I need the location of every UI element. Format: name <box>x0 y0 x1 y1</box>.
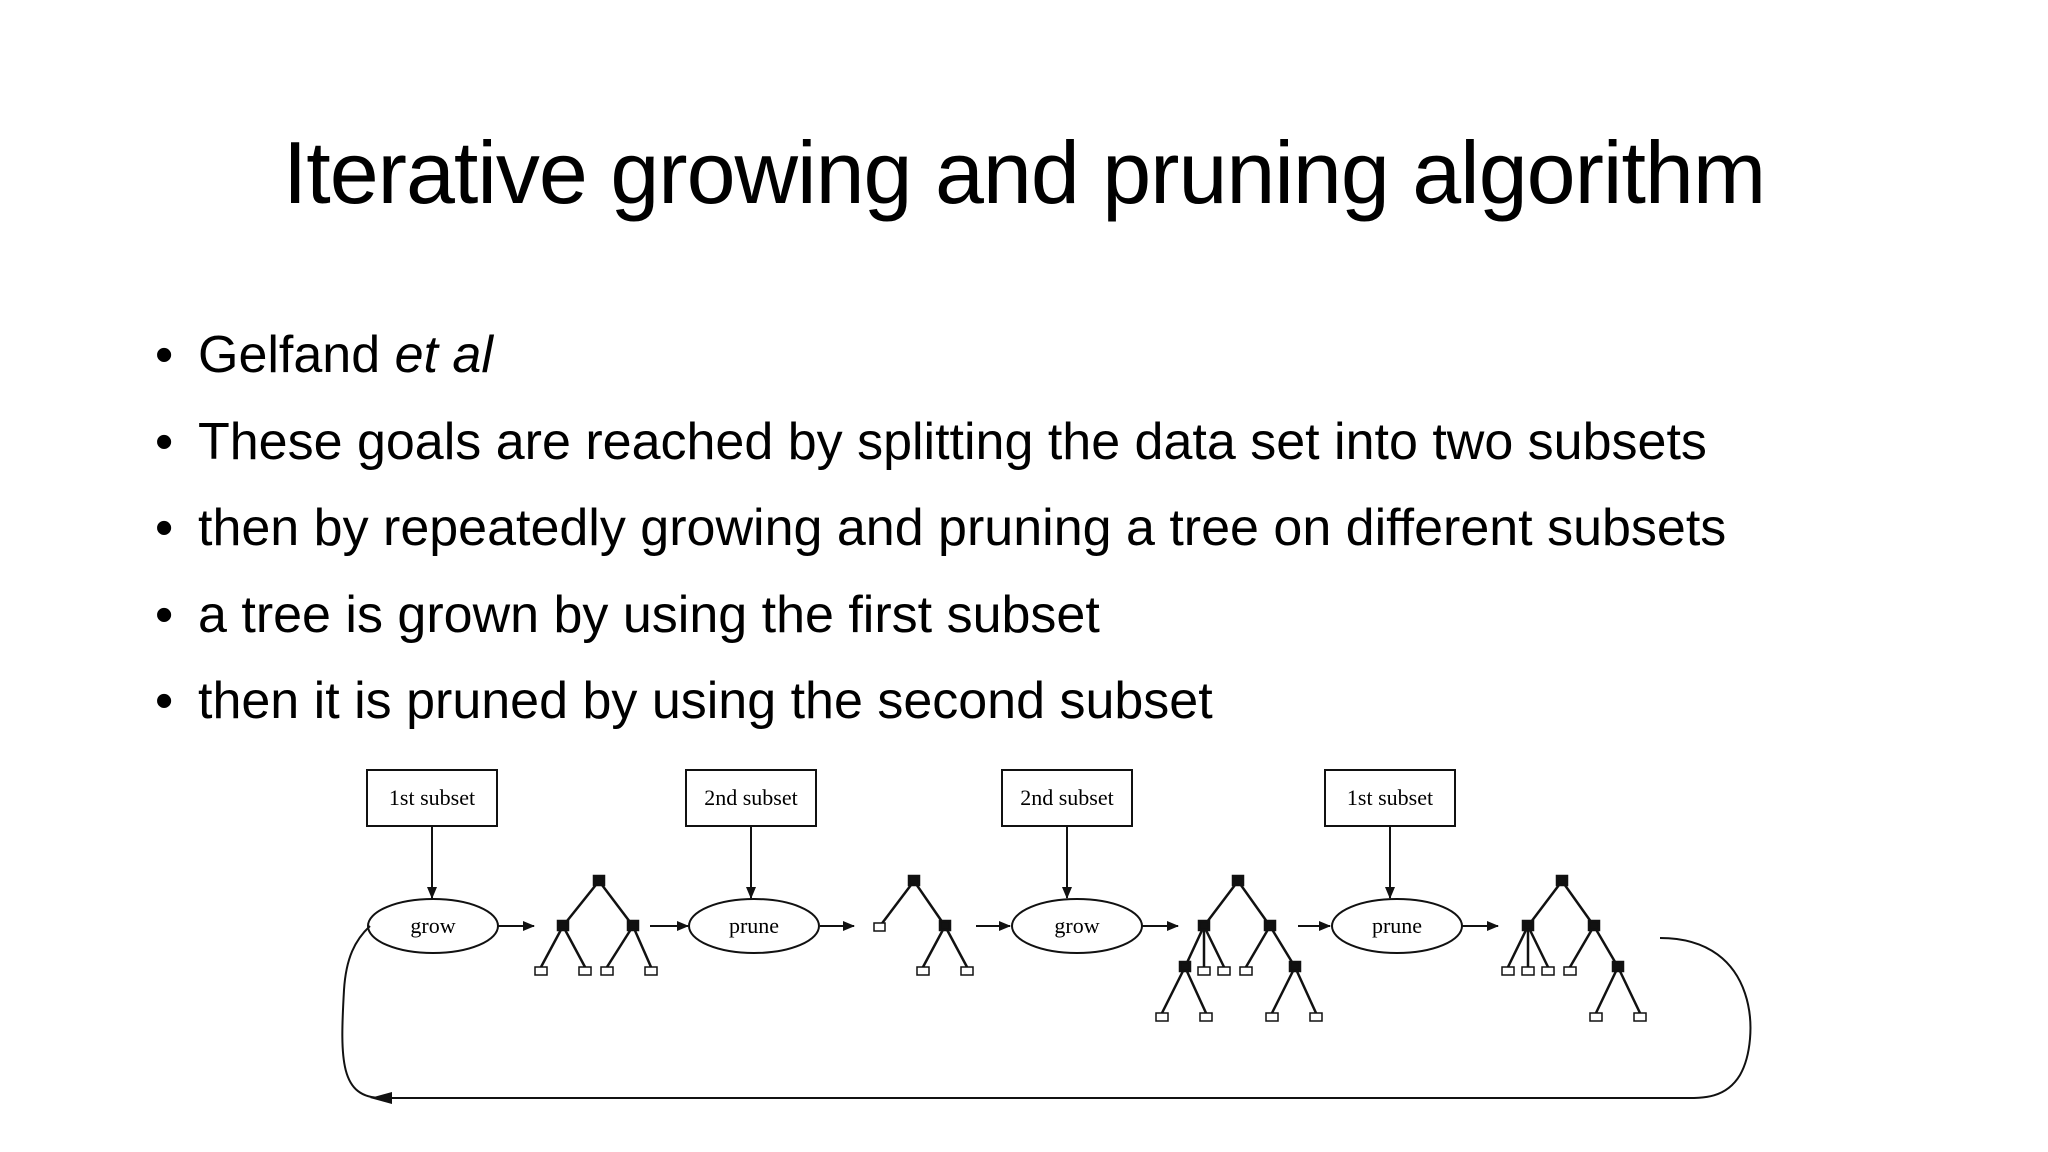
bullet-item <box>155 312 1726 399</box>
subset-label: 1st subset <box>388 785 476 810</box>
bullet-dot: • <box>155 672 174 730</box>
bullet-item <box>155 399 1726 486</box>
slide-title: Iterative growing and pruning algorithm <box>282 123 1766 222</box>
subset-box <box>686 770 816 826</box>
bullet-text: then by repeatedly growing and pruning a tree on different subsets <box>198 499 1727 557</box>
bullet-dot: • <box>155 326 174 384</box>
diagram-svg <box>0 740 2048 1152</box>
grow-prune-diagram <box>0 740 2048 1152</box>
operation-label: prune <box>1371 913 1423 938</box>
bullet-dot: • <box>155 499 174 557</box>
bullet-list <box>155 312 1726 745</box>
bullet-item <box>155 485 1726 572</box>
subset-label: 2nd subset <box>704 785 798 810</box>
tree-grown-2 <box>1156 876 1322 1021</box>
operation-node <box>368 899 498 953</box>
operation-label: grow <box>1054 913 1100 938</box>
bullet-dot: • <box>155 412 174 471</box>
bullet-text: Gelfand <box>198 326 395 384</box>
subset-label: 2nd subset <box>1020 785 1114 810</box>
bullet-text: a tree is grown by using the first subset <box>198 585 1100 644</box>
bullet-item <box>155 658 1726 745</box>
operation-node <box>689 899 819 953</box>
operation-label: prune <box>728 913 780 938</box>
bullet-text: These goals are reached by splitting the data set into two subsets <box>198 412 1707 471</box>
bullet-italic-text: et al <box>394 326 493 384</box>
subset-label: 1st subset <box>1346 785 1434 810</box>
operation-node <box>1332 899 1462 953</box>
operation-node <box>1012 899 1142 953</box>
box-to-operation-arrows <box>432 826 1390 898</box>
subset-box <box>1002 770 1132 826</box>
subset-box <box>367 770 497 826</box>
bullet-dot: • <box>155 585 174 644</box>
operation-label: grow <box>410 913 456 938</box>
tree-grown-1 <box>535 876 657 975</box>
tree-pruned-2 <box>1502 876 1646 1021</box>
tree-pruned-1 <box>874 876 973 975</box>
bullet-item <box>155 572 1726 659</box>
subset-box <box>1325 770 1455 826</box>
loop-arrowhead <box>370 1092 392 1104</box>
bullet-text: then it is pruned by using the second subset <box>198 672 1213 730</box>
